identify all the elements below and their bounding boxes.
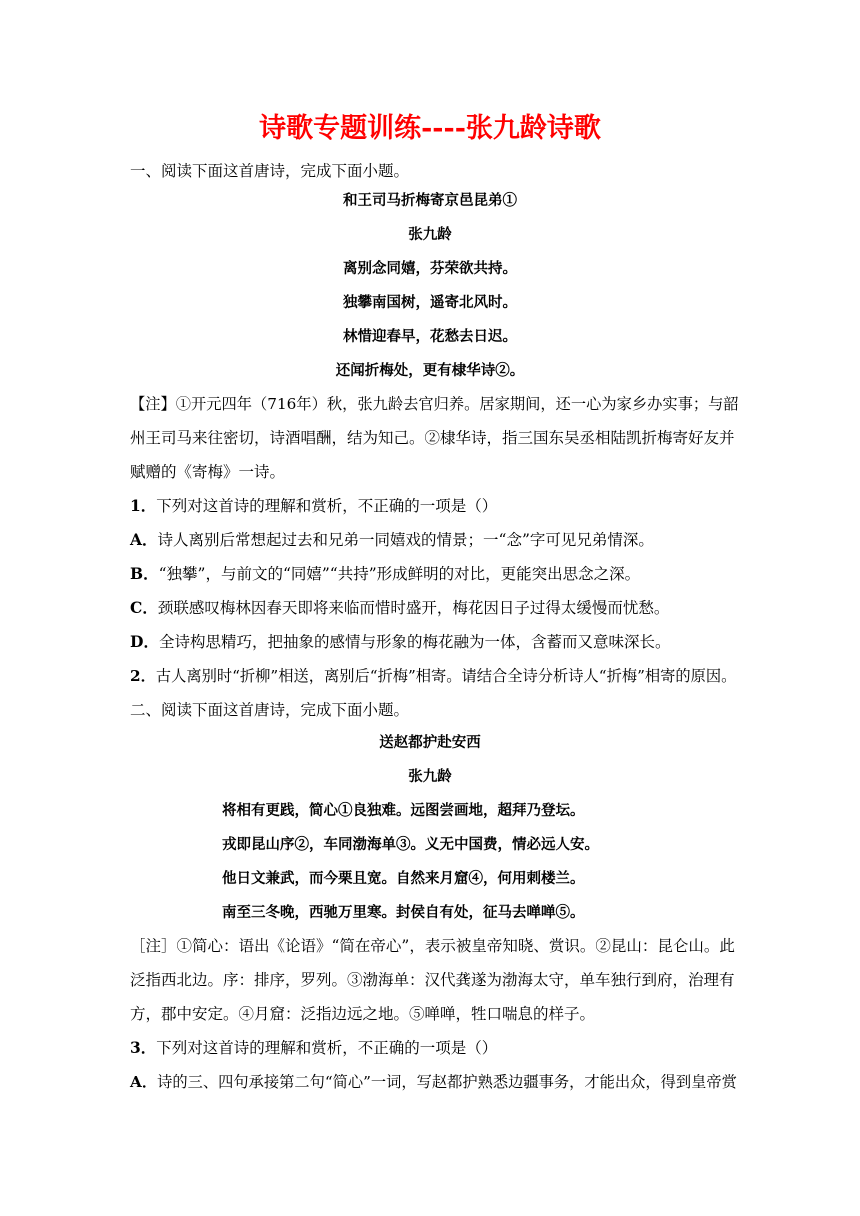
item-label: B． (130, 564, 159, 583)
note-line: 泛指西北边。序：排序，罗列。③渤海单：汉代龚遂为渤海太守，单车独行到府，治理有 (130, 971, 735, 989)
section-heading-2: 二、阅读下面这首唐诗，完成下面小题。 (130, 701, 410, 719)
section-heading-1: 一、阅读下面这首唐诗，完成下面小题。 (130, 162, 410, 180)
item-label: C． (130, 598, 158, 617)
poem-line: 林惜迎春早，花愁去日迟。 (343, 328, 517, 345)
option-d: D．全诗构思精巧，把抽象的感情与形象的梅花融为一体，含蓄而又意味深长。 (130, 632, 671, 651)
note-line: 【注】①开元四年（716年）秋，张九龄去官归养。居家期间，还一心为家乡办实事；与韶 (130, 395, 739, 413)
item-label: 1． (130, 496, 157, 515)
poem-line: 将相有更践，简心①良独难。远图尝画地，超拜乃登坛。 (222, 802, 585, 819)
poem-author-2: 张九龄 (408, 768, 452, 785)
poem-title-2: 送赵都护赴安西 (379, 734, 481, 751)
poem-line: 他日文兼武，而今栗且宽。自然来月窟④，何用刺楼兰。 (222, 870, 585, 887)
item-label: D． (130, 632, 159, 651)
note-line: 州王司马来往密切，诗酒唱酬，结为知己。②棣华诗，指三国东吴丞相陆凯折梅寄好友并 (130, 429, 735, 447)
item-label: 2． (130, 667, 156, 685)
note-line: 赋赠的《寄梅》一诗。 (130, 463, 286, 481)
item-label: 3． (130, 1038, 157, 1057)
page-title: 诗歌专题训练----张九龄诗歌 (259, 113, 601, 144)
item-label: A． (130, 1073, 158, 1091)
item-label: A． (130, 530, 158, 549)
question-1: 1．下列对这首诗的理解和赏析，不正确的一项是（） (130, 496, 498, 515)
poem-line: 离别念同嬉，芬荣欲共持。 (343, 260, 517, 277)
poem-line: 戎即昆山序②，车同渤海单③。义无中国费，情必远人安。 (222, 836, 599, 853)
question-2: 2．古人离别时“折柳”相送，离别后“折梅”相寄。请结合全诗分析诗人“折梅”相寄的原因。 (130, 667, 737, 685)
poem-line: 还闻折梅处，更有棣华诗②。 (335, 362, 525, 379)
poem-line: 独攀南国树，遥寄北风时。 (343, 294, 517, 311)
poem-author-1: 张九龄 (408, 226, 452, 243)
note-line: 方，郡中安定。④月窟：泛指边远之地。⑤啴啴，牲口喘息的样子。 (130, 1005, 596, 1023)
poem-title-1: 和王司马折梅寄京邑昆弟① (343, 192, 517, 209)
option-c: C．颈联感叹梅林因春天即将来临而惜时盛开，梅花因日子过得太缓慢而忧愁。 (130, 598, 670, 617)
question-3: 3．下列对这首诗的理解和赏析，不正确的一项是（） (130, 1038, 498, 1057)
poem-line: 南至三冬晚，西驰万里寒。封侯自有处，征马去啴啴⑤。 (222, 904, 585, 921)
option-a: A．诗人离别后常想起过去和兄弟一同嬉戏的情景；一“念”字可见兄弟情深。 (130, 530, 654, 549)
option-b: B．“独攀”，与前文的“同嬉”“共持”形成鲜明的对比，更能突出思念之深。 (130, 564, 641, 583)
option-a: A．诗的三、四句承接第二句“简心”一词，写赵都护熟悉边疆事务，才能出众，得到皇帝赏 (130, 1073, 737, 1091)
note-line: ［注］①简心：语出《论语》“简在帝心”，表示被皇帝知晓、赏识。②昆山：昆仑山。此 (130, 937, 735, 955)
